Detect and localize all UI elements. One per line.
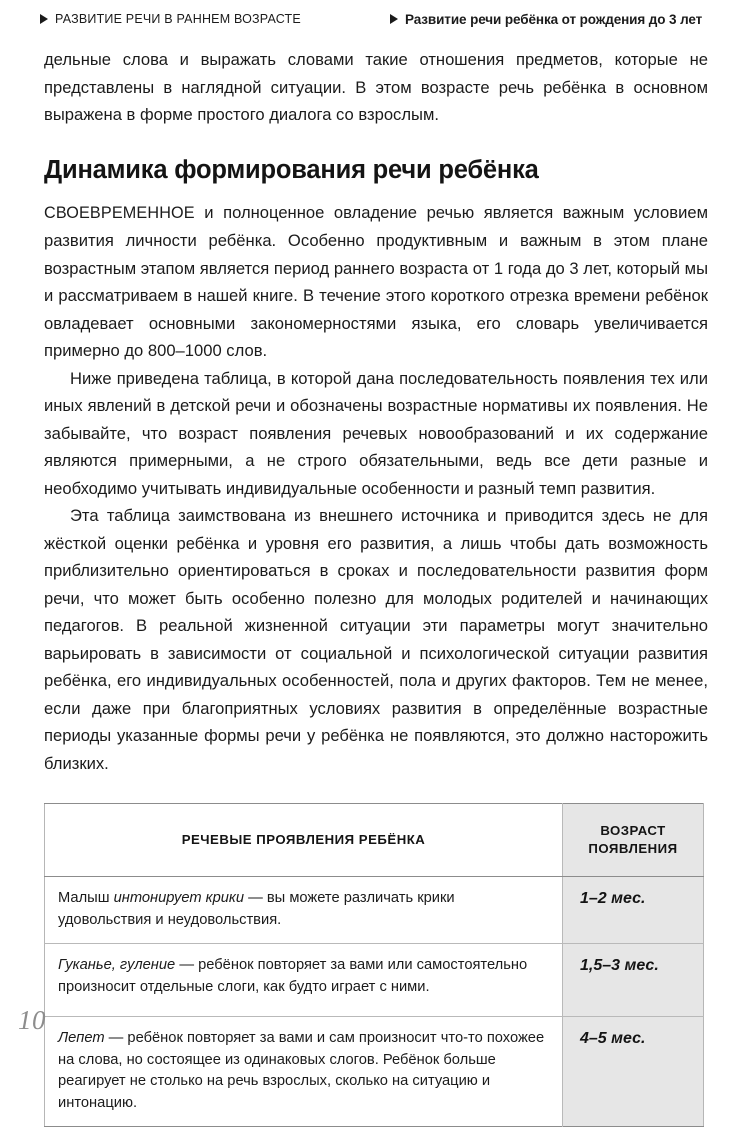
speech-milestones-table <box>44 803 704 1127</box>
column-header-age-line1: ВОЗРАСТ <box>600 823 666 838</box>
paragraph-1-rest: и полноценное овладение речью является важным условием развития личности ребёнка. Особенно продуктивным и важным в этом плане возрастным этапом является период раннего возраста от 1 года до 3 лет, который мы и рассматриваем в нашей книге. В течение этого короткого отрезка времени ребёнок овладевает основными закономерностями языка, его словарь увеличивается примерно до 800–1000 слов. <box>44 202 708 360</box>
column-header-description: РЕЧЕВЫЕ ПРОЯВЛЕНИЯ РЕБЁНКА <box>45 804 563 877</box>
running-head-left-label: РАЗВИТИЕ РЕЧИ В РАННЕМ ВОЗРАСТЕ <box>55 12 301 26</box>
running-head <box>40 8 710 30</box>
page-content <box>44 46 708 1127</box>
description-prefix: Малыш <box>58 890 114 906</box>
paragraph-1 <box>44 199 708 365</box>
paragraph-2: Ниже приведена таблица, в которой дана последовательность появления тех или иных явлений в детской речи и обозначены возрастные нормативы их появления. Не забывайте, что возраст появления речевых новообразований и их содержание являются примерными, а не строго обязательными, ведь все дети разные и необходимо учитывать индивидуальные особенности и разный темп развития. <box>44 368 708 498</box>
running-head-right <box>390 12 710 27</box>
cell-description <box>45 1017 563 1127</box>
cell-age: 1,5–3 мес. <box>563 944 704 1017</box>
cell-description <box>45 944 563 1017</box>
cell-description <box>45 877 563 944</box>
section-heading: Динамика формирования речи ребёнка <box>44 155 539 184</box>
page-number: 10 <box>18 1005 46 1035</box>
column-header-age <box>563 804 704 877</box>
continued-paragraph: дельные слова и выражать словами такие отношения предметов, которые не представлены в наглядной ситуации. В этом возрасте речь ребёнка в основном выражена в форме простого диалога со взрослым. <box>44 50 708 124</box>
description-suffix: — вы можете различать крики удовольствия и неудовольствия. <box>58 890 455 928</box>
description-term: Лепет <box>58 1030 105 1046</box>
table-body <box>45 877 704 1127</box>
paragraph-1-lead: СВОЕВРЕМЕННОЕ <box>44 203 195 222</box>
cell-age: 1–2 мес. <box>563 877 704 944</box>
column-header-age-line2: ПОЯВЛЕНИЯ <box>588 841 678 856</box>
description-suffix: — ребёнок повторяет за вами и сам произносит что-то похожее на слова, но состоящее из одинаковых слогов. Ребёнок больше реагирует не столько на речь взрослых, сколько на ситуацию и интонацию. <box>58 1030 545 1111</box>
table-header-row <box>45 804 704 877</box>
running-head-left <box>40 12 390 26</box>
table-row <box>45 877 704 944</box>
table-head <box>45 804 704 877</box>
table-row <box>45 1017 704 1127</box>
triangle-right-icon <box>390 14 398 24</box>
description-suffix: — ребёнок повторяет за вами или самостоятельно произносит отдельные слоги, как будто играет с ними. <box>58 957 528 995</box>
paragraph-3: Эта таблица заимствована из внешнего источника и приводится здесь не для жёсткой оценки ребёнка и уровня его развития, а лишь чтобы дать возможность приблизительно ориентироваться в сроках и последовательности развития форм речи, что может быть особенно полезно для молодых родителей и начинающих педагогов. В реальной жизненной ситуации эти параметры могут значительно варьировать в зависимости от социальной и психологической ситуации развития ребёнка, его индивидуальных особенностей, пола и других факторов. Тем не менее, если даже при благоприятных условиях развития в определённые возрастные периоды указанные формы речи у ребёнка не появляются, это должно насторожить близких. <box>44 506 708 773</box>
cell-age: 4–5 мес. <box>563 1017 704 1127</box>
running-head-right-label: Развитие речи ребёнка от рождения до 3 лет <box>405 11 703 27</box>
table-row <box>45 944 704 1017</box>
description-term: Гуканье, гуление <box>58 957 176 973</box>
triangle-right-icon <box>40 14 48 24</box>
description-term: интонирует крики <box>113 890 245 906</box>
